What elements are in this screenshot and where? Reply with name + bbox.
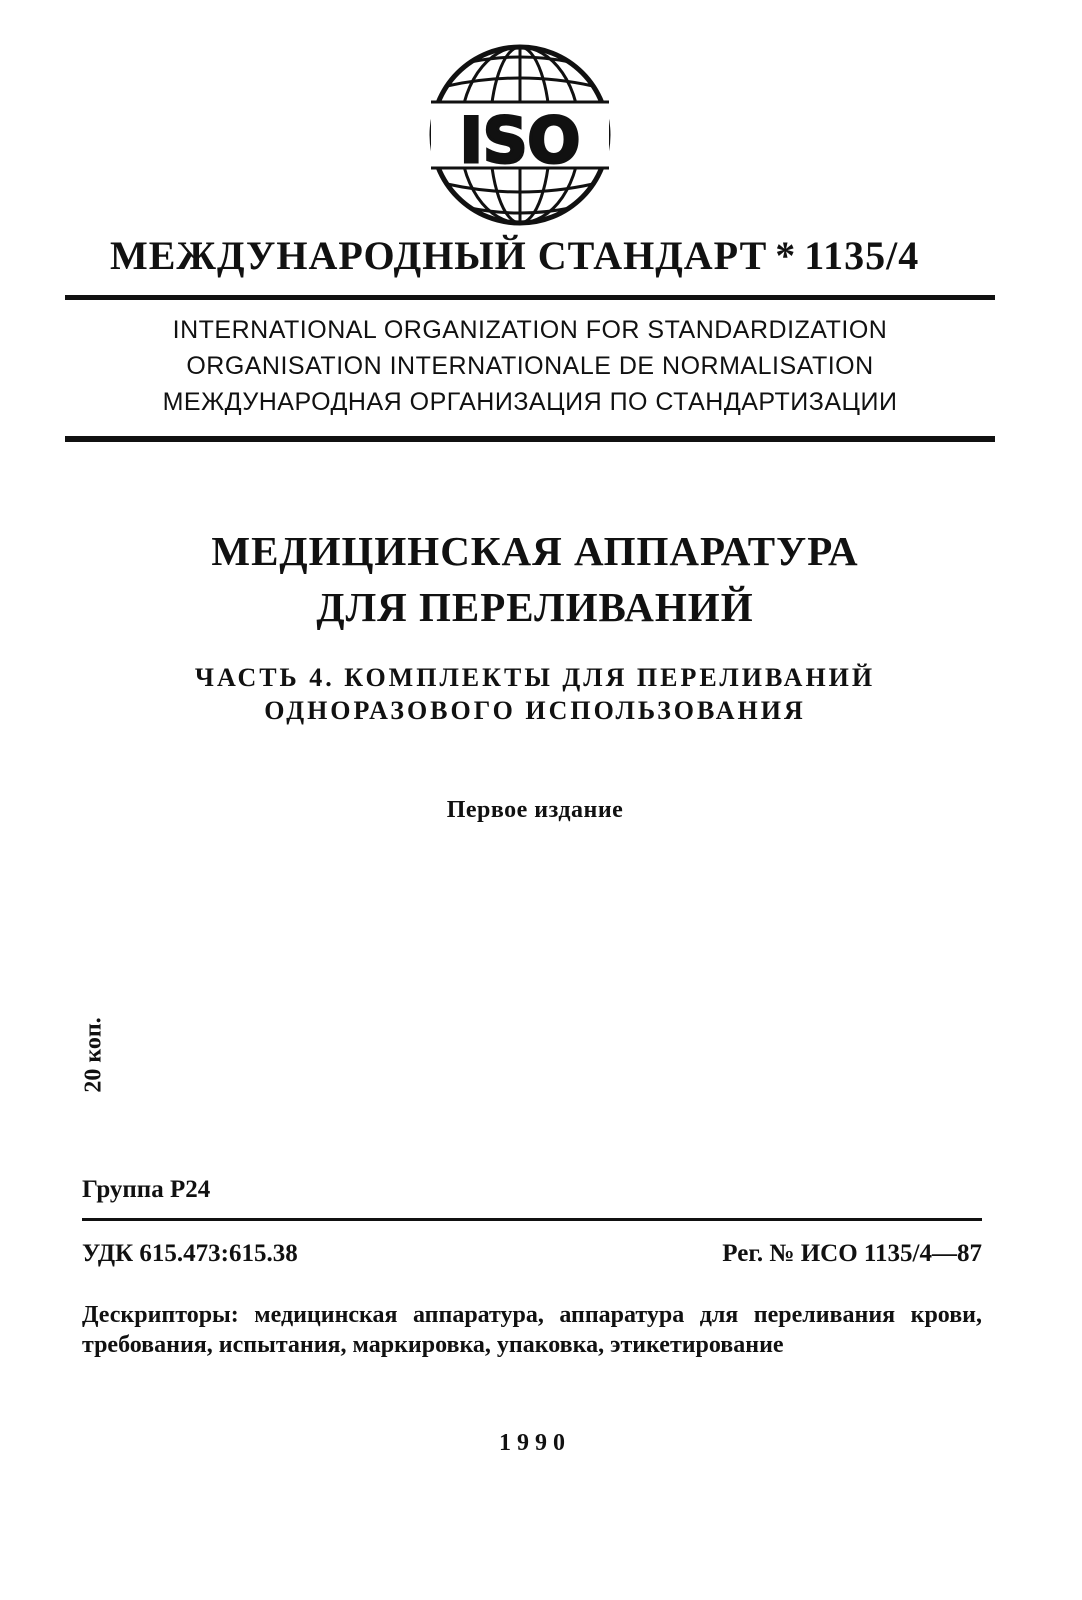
iso-globe-logo bbox=[425, 40, 615, 230]
edition-label: Первое издание bbox=[446, 797, 624, 823]
star-separator: * bbox=[775, 233, 797, 278]
publication-year: 1990 bbox=[499, 1430, 571, 1456]
group-label: Группа Р24 bbox=[82, 1176, 211, 1203]
org-name-en: INTERNATIONAL ORGANIZATION FOR STANDARDIZATION bbox=[172, 316, 888, 344]
standard-header bbox=[110, 232, 980, 279]
price-label: 20 коп. bbox=[80, 1017, 107, 1093]
divider-org bbox=[65, 436, 995, 442]
registration-number: Рег. № ИСО 1135/4—87 bbox=[722, 1240, 982, 1267]
standard-number: 1135/4 bbox=[804, 233, 920, 278]
org-name-ru: МЕЖДУНАРОДНАЯ ОРГАНИЗАЦИЯ ПО СТАНДАРТИЗАЦИИ bbox=[162, 388, 898, 416]
price-container bbox=[70, 1005, 118, 1105]
document-title-line2: ДЛЯ ПЕРЕЛИВАНИЙ bbox=[316, 584, 754, 630]
globe-icon bbox=[425, 40, 615, 230]
standard-title: МЕЖДУНАРОДНЫЙ СТАНДАРТ bbox=[110, 233, 768, 278]
org-name-fr: ORGANISATION INTERNATIONALE DE NORMALISATION bbox=[186, 352, 874, 380]
divider-top bbox=[65, 295, 995, 300]
document-subtitle-line2: ОДНОРАЗОВОГО ИСПОЛЬЗОВАНИЯ bbox=[264, 696, 806, 725]
logo-wordmark: ISO bbox=[459, 104, 581, 177]
document-title-line1: МЕДИЦИНСКАЯ АППАРАТУРА bbox=[211, 528, 859, 574]
document-subtitle-line1: ЧАСТЬ 4. КОМПЛЕКТЫ ДЛЯ ПЕРЕЛИВАНИЙ bbox=[194, 663, 876, 692]
divider-bottom bbox=[82, 1218, 982, 1221]
udc-code: УДК 615.473:615.38 bbox=[82, 1240, 298, 1267]
descriptors-text: Дескрипторы: медицинская аппаратура, аппаратура для переливания крови, требования, испытания, маркировка, упаковка, этикетирование bbox=[82, 1302, 982, 1358]
